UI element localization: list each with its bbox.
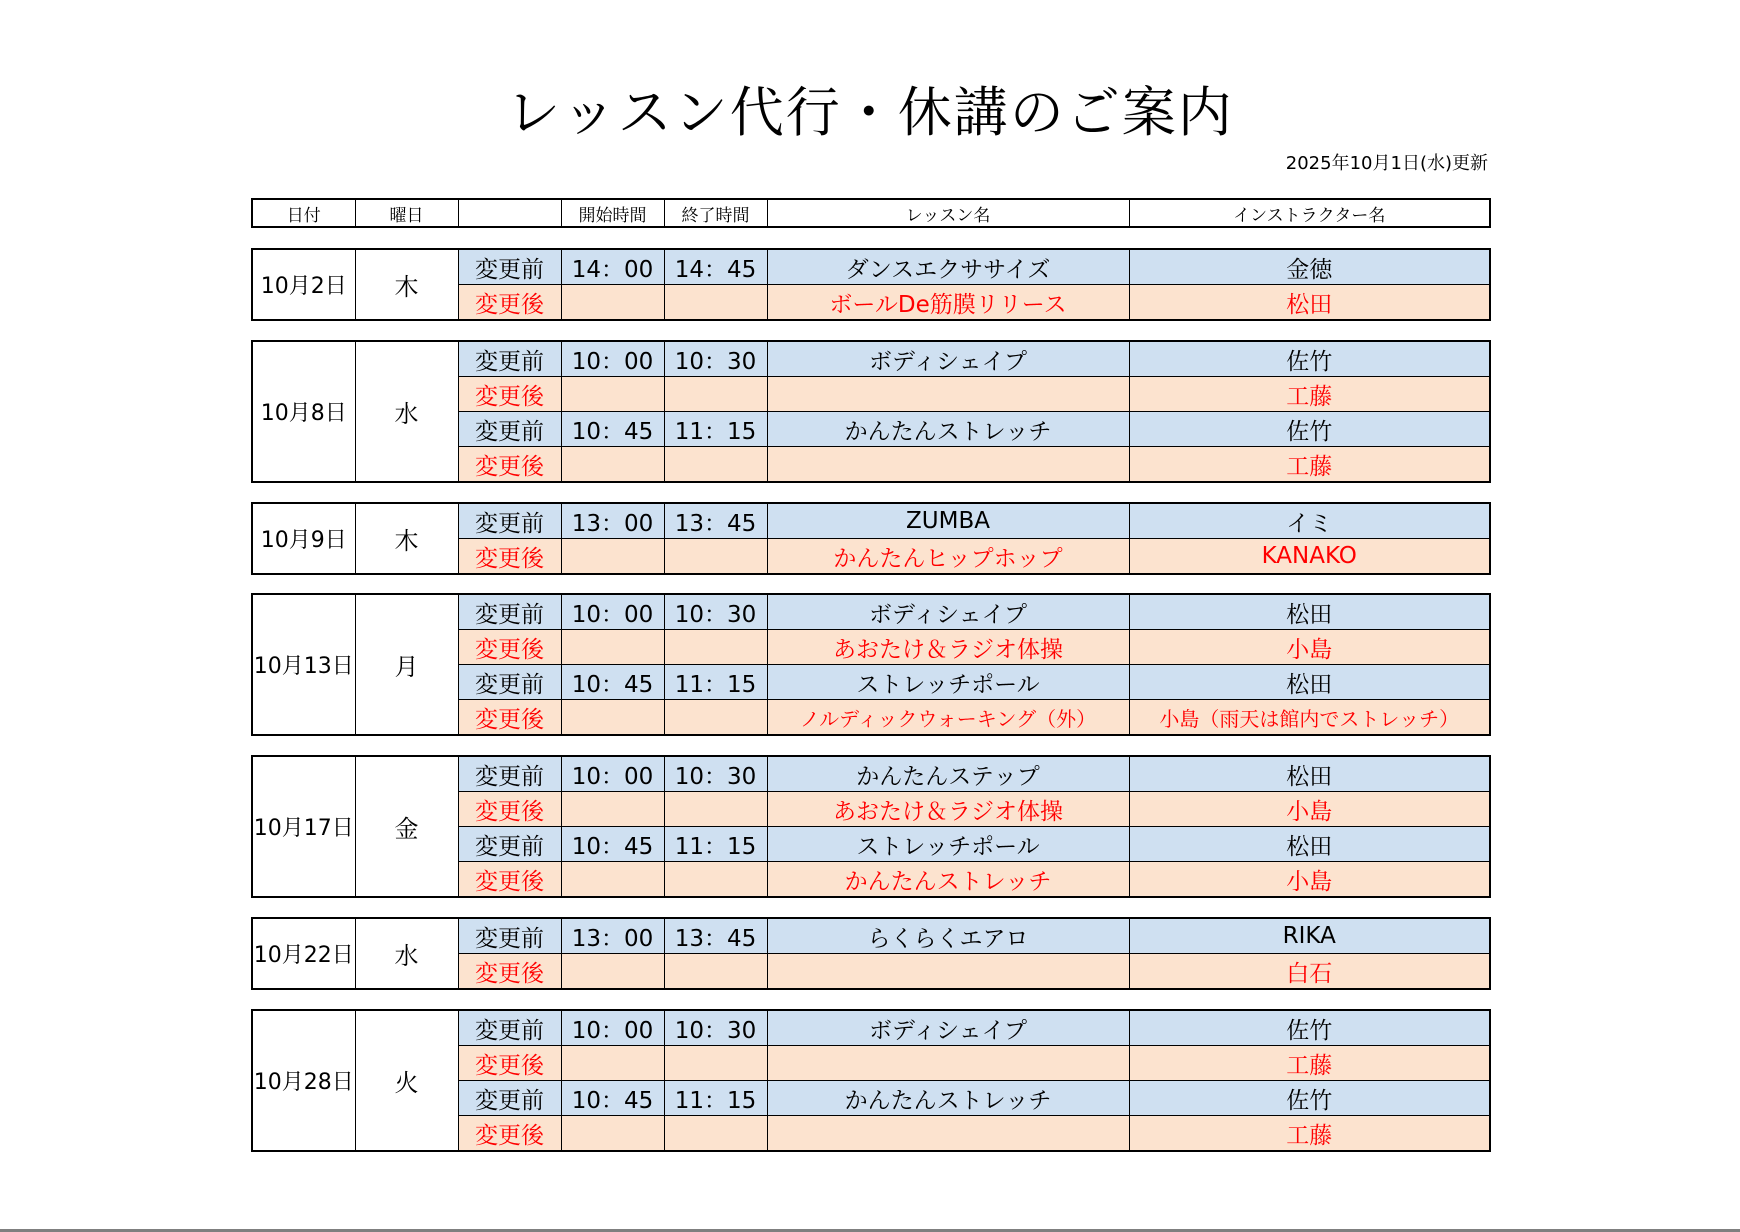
schedule-group [251,1009,1491,1152]
table-row [252,594,1490,630]
weekday-cell: 木 [355,249,458,320]
status-cell: 変更後 [458,862,561,898]
end-time-cell [664,377,767,412]
status-cell: 変更後 [458,539,561,575]
start-time-cell [561,954,664,990]
end-time-cell: 10：30 [664,341,767,377]
instructor-name-cell: 佐竹 [1129,412,1490,447]
instructor-name-cell: 小島（雨天は館内でストレッチ） [1129,700,1490,736]
date-cell: 10月22日 [252,918,355,989]
lesson-name-cell: ダンスエクササイズ [767,249,1129,285]
table-row [252,249,1490,285]
instructor-name-cell: 白石 [1129,954,1490,990]
start-time-cell: 13：00 [561,918,664,954]
lesson-name-cell [767,377,1129,412]
schedule-group [251,917,1491,990]
end-time-cell [664,954,767,990]
end-time-cell [664,630,767,665]
table-row [252,918,1490,954]
status-cell: 変更後 [458,954,561,990]
instructor-name-cell: 佐竹 [1129,1081,1490,1116]
start-time-cell: 10：45 [561,665,664,700]
instructor-name-cell: 工藤 [1129,1046,1490,1081]
end-time-cell: 11：15 [664,665,767,700]
header-end-time: 終了時間 [664,199,767,227]
end-time-cell: 10：30 [664,756,767,792]
schedule-group [251,248,1491,321]
schedule-group [251,593,1491,736]
start-time-cell: 10：00 [561,1010,664,1046]
lesson-name-cell: ボディシェイプ [767,341,1129,377]
table-row [252,341,1490,377]
end-time-cell [664,700,767,736]
header-start-time: 開始時間 [561,199,664,227]
start-time-cell: 14：00 [561,249,664,285]
start-time-cell [561,630,664,665]
end-time-cell: 13：45 [664,918,767,954]
weekday-cell: 金 [355,756,458,897]
header-instructor-name: インストラクター名 [1129,199,1490,227]
header-day: 曜日 [355,199,458,227]
header-table [251,198,1491,228]
end-time-cell: 10：30 [664,594,767,630]
status-cell: 変更前 [458,412,561,447]
start-time-cell: 10：45 [561,412,664,447]
lesson-name-cell: ボールDe筋膜リリース [767,285,1129,321]
start-time-cell: 10：45 [561,1081,664,1116]
status-cell: 変更前 [458,1010,561,1046]
weekday-cell: 水 [355,341,458,482]
status-cell: 変更前 [458,341,561,377]
page-title: レッスン代行・休講のご案内 [506,81,1234,144]
lesson-name-cell: あおたけ＆ラジオ体操 [767,792,1129,827]
date-cell: 10月17日 [252,756,355,897]
date-cell: 10月2日 [252,249,355,320]
instructor-name-cell: イミ [1129,503,1490,539]
end-time-cell: 14：45 [664,249,767,285]
instructor-name-cell: 佐竹 [1129,1010,1490,1046]
instructor-name-cell: 小島 [1129,630,1490,665]
lesson-name-cell: らくらくエアロ [767,918,1129,954]
end-time-cell: 11：15 [664,827,767,862]
header-date: 日付 [252,199,355,227]
schedule-group [251,755,1491,898]
instructor-name-cell: 松田 [1129,665,1490,700]
status-cell: 変更前 [458,827,561,862]
start-time-cell: 10：45 [561,827,664,862]
end-time-cell [664,1046,767,1081]
lesson-name-cell: ZUMBA [767,503,1129,539]
instructor-name-cell: 小島 [1129,792,1490,827]
end-time-cell [664,792,767,827]
start-time-cell [561,447,664,483]
instructor-name-cell: 松田 [1129,827,1490,862]
instructor-name-cell: 佐竹 [1129,341,1490,377]
lesson-name-cell [767,447,1129,483]
lesson-name-cell: かんたんストレッチ [767,862,1129,898]
instructor-name-cell: 松田 [1129,756,1490,792]
instructor-name-cell: 工藤 [1129,377,1490,412]
end-time-cell [664,539,767,575]
start-time-cell: 13：00 [561,503,664,539]
status-cell: 変更後 [458,1116,561,1152]
status-cell: 変更後 [458,285,561,321]
status-cell: 変更前 [458,1081,561,1116]
weekday-cell: 木 [355,503,458,574]
date-cell: 10月28日 [252,1010,355,1151]
date-cell: 10月8日 [252,341,355,482]
table-row [252,1010,1490,1046]
lesson-name-cell: ノルディックウォーキング（外） [767,700,1129,736]
start-time-cell [561,377,664,412]
status-cell: 変更後 [458,792,561,827]
start-time-cell: 10：00 [561,341,664,377]
end-time-cell [664,285,767,321]
header-status [458,199,561,227]
weekday-cell: 月 [355,594,458,735]
start-time-cell: 10：00 [561,594,664,630]
lesson-name-cell [767,1046,1129,1081]
status-cell: 変更前 [458,918,561,954]
lesson-name-cell: かんたんヒップホップ [767,539,1129,575]
instructor-name-cell: RIKA [1129,918,1490,954]
header-row [252,199,1490,227]
start-time-cell [561,285,664,321]
status-cell: 変更後 [458,700,561,736]
instructor-name-cell: 松田 [1129,285,1490,321]
table-row [252,503,1490,539]
status-cell: 変更前 [458,594,561,630]
start-time-cell [561,1116,664,1152]
lesson-name-cell [767,1116,1129,1152]
end-time-cell: 11：15 [664,412,767,447]
weekday-cell: 火 [355,1010,458,1151]
instructor-name-cell: 工藤 [1129,1116,1490,1152]
header-lesson-name: レッスン名 [767,199,1129,227]
end-time-cell [664,862,767,898]
lesson-name-cell: ボディシェイプ [767,1010,1129,1046]
weekday-cell: 水 [355,918,458,989]
end-time-cell: 10：30 [664,1010,767,1046]
start-time-cell: 10：00 [561,756,664,792]
updated-date: 2025年10月1日(水)更新 [1285,153,1488,174]
start-time-cell [561,700,664,736]
date-cell: 10月13日 [252,594,355,735]
instructor-name-cell: KANAKO [1129,539,1490,575]
lesson-name-cell: かんたんステップ [767,756,1129,792]
start-time-cell [561,1046,664,1081]
instructor-name-cell: 小島 [1129,862,1490,898]
status-cell: 変更後 [458,377,561,412]
end-time-cell [664,1116,767,1152]
status-cell: 変更前 [458,756,561,792]
lesson-name-cell: ストレッチポール [767,665,1129,700]
schedule-group [251,340,1491,483]
status-cell: 変更前 [458,665,561,700]
lesson-name-cell: ボディシェイプ [767,594,1129,630]
start-time-cell [561,862,664,898]
start-time-cell [561,792,664,827]
lesson-name-cell: あおたけ＆ラジオ体操 [767,630,1129,665]
status-cell: 変更前 [458,503,561,539]
instructor-name-cell: 工藤 [1129,447,1490,483]
status-cell: 変更後 [458,630,561,665]
date-cell: 10月9日 [252,503,355,574]
status-cell: 変更前 [458,249,561,285]
instructor-name-cell: 金徳 [1129,249,1490,285]
schedule-group [251,502,1491,575]
lesson-name-cell: ストレッチポール [767,827,1129,862]
lesson-name-cell [767,954,1129,990]
lesson-name-cell: かんたんストレッチ [767,1081,1129,1116]
start-time-cell [561,539,664,575]
end-time-cell: 11：15 [664,1081,767,1116]
instructor-name-cell: 松田 [1129,594,1490,630]
table-row [252,756,1490,792]
status-cell: 変更後 [458,1046,561,1081]
lesson-name-cell: かんたんストレッチ [767,412,1129,447]
status-cell: 変更後 [458,447,561,483]
end-time-cell: 13：45 [664,503,767,539]
end-time-cell [664,447,767,483]
